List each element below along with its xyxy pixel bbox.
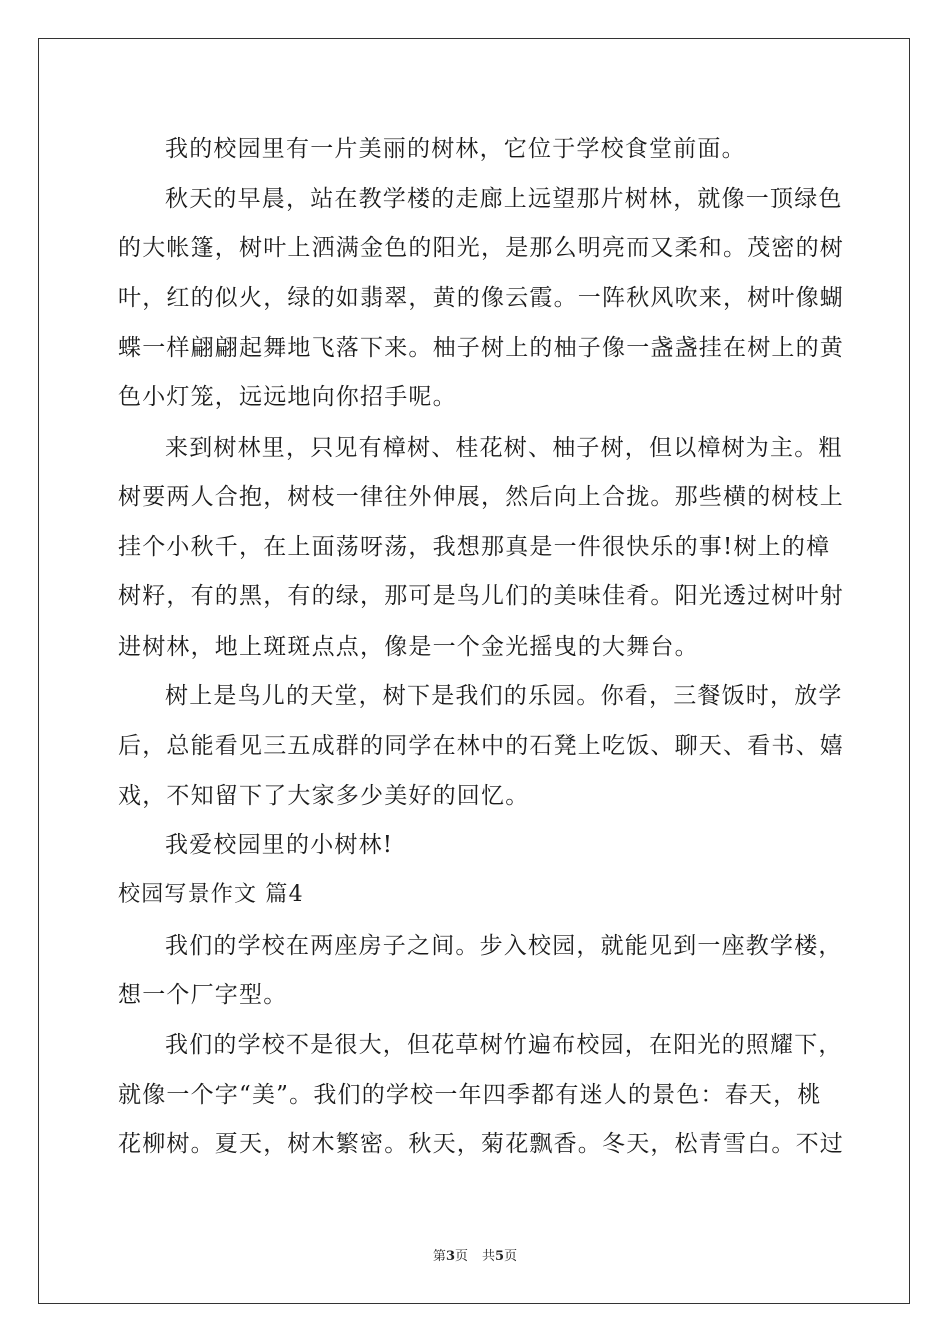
text-line: 挂个小秋千，在上面荡呀荡，我想那真是一件很快乐的事!树上的樟 [118,534,831,560]
text-line: 花柳树。夏天，树木繁密。秋天，菊花飘香。冬天，松青雪白。不过 [118,1131,844,1157]
section-heading: 校园写景作文 篇4 [118,882,304,907]
text-line: 色小灯笼，远远地向你招手呢。 [118,384,457,410]
text-line: 树上是鸟儿的天堂，树下是我们的乐园。你看，三餐饭时，放学 [165,683,843,709]
text-line: 树籽，有的黑，有的绿，那可是鸟儿们的美味佳肴。阳光透过树叶射 [118,583,844,609]
current-page-number: 3 [445,1249,455,1264]
text-line: 来到树林里，只见有樟树、桂花树、柚子树，但以樟树为主。粗 [165,435,843,461]
text-line: 树要两人合抱，树枝一律往外伸展，然后向上合拢。那些横的树枝上 [118,484,844,510]
text-line: 我的校园里有一片美丽的树林，它位于学校食堂前面。 [165,136,746,162]
text-line: 蝶一样翩翩起舞地飞落下来。柚子树上的柚子像一盏盏挂在树上的黄 [118,335,844,361]
page-border [38,38,910,1304]
page-footer [0,1249,950,1265]
footer-total-suffix: 页 [504,1249,518,1264]
text-line: 我们的学校在两座房子之间。步入校园，就能见到一座教学楼， [165,933,843,959]
text-line: 就像一个字“美”。我们的学校一年四季都有迷人的景色：春天，桃 [118,1082,822,1108]
text-line: 的大帐篷，树叶上洒满金色的阳光，是那么明亮而又柔和。茂密的树 [118,235,844,261]
text-line: 我们的学校不是很大，但花草树竹遍布校园，在阳光的照耀下， [165,1032,843,1058]
total-page-number: 5 [495,1249,505,1264]
text-line: 我爱校园里的小树林! [165,832,394,858]
footer-page-suffix: 页 [454,1249,468,1264]
text-line: 叶，红的似火，绿的如翡翠，黄的像云霞。一阵秋风吹来，树叶像蝴 [118,285,844,311]
footer-prefix: 第 [432,1249,446,1264]
footer-total-prefix: 共 [482,1249,496,1264]
text-line: 秋天的早晨，站在教学楼的走廊上远望那片树林，就像一顶绿色 [165,186,843,212]
text-line: 戏，不知留下了大家多少美好的回忆。 [118,783,530,809]
text-line: 进树林，地上斑斑点点，像是一个金光摇曳的大舞台。 [118,634,699,660]
text-line: 后，总能看见三五成群的同学在林中的石凳上吃饭、聊天、看书、嬉 [118,733,844,759]
text-line: 想一个厂字型。 [118,982,288,1008]
